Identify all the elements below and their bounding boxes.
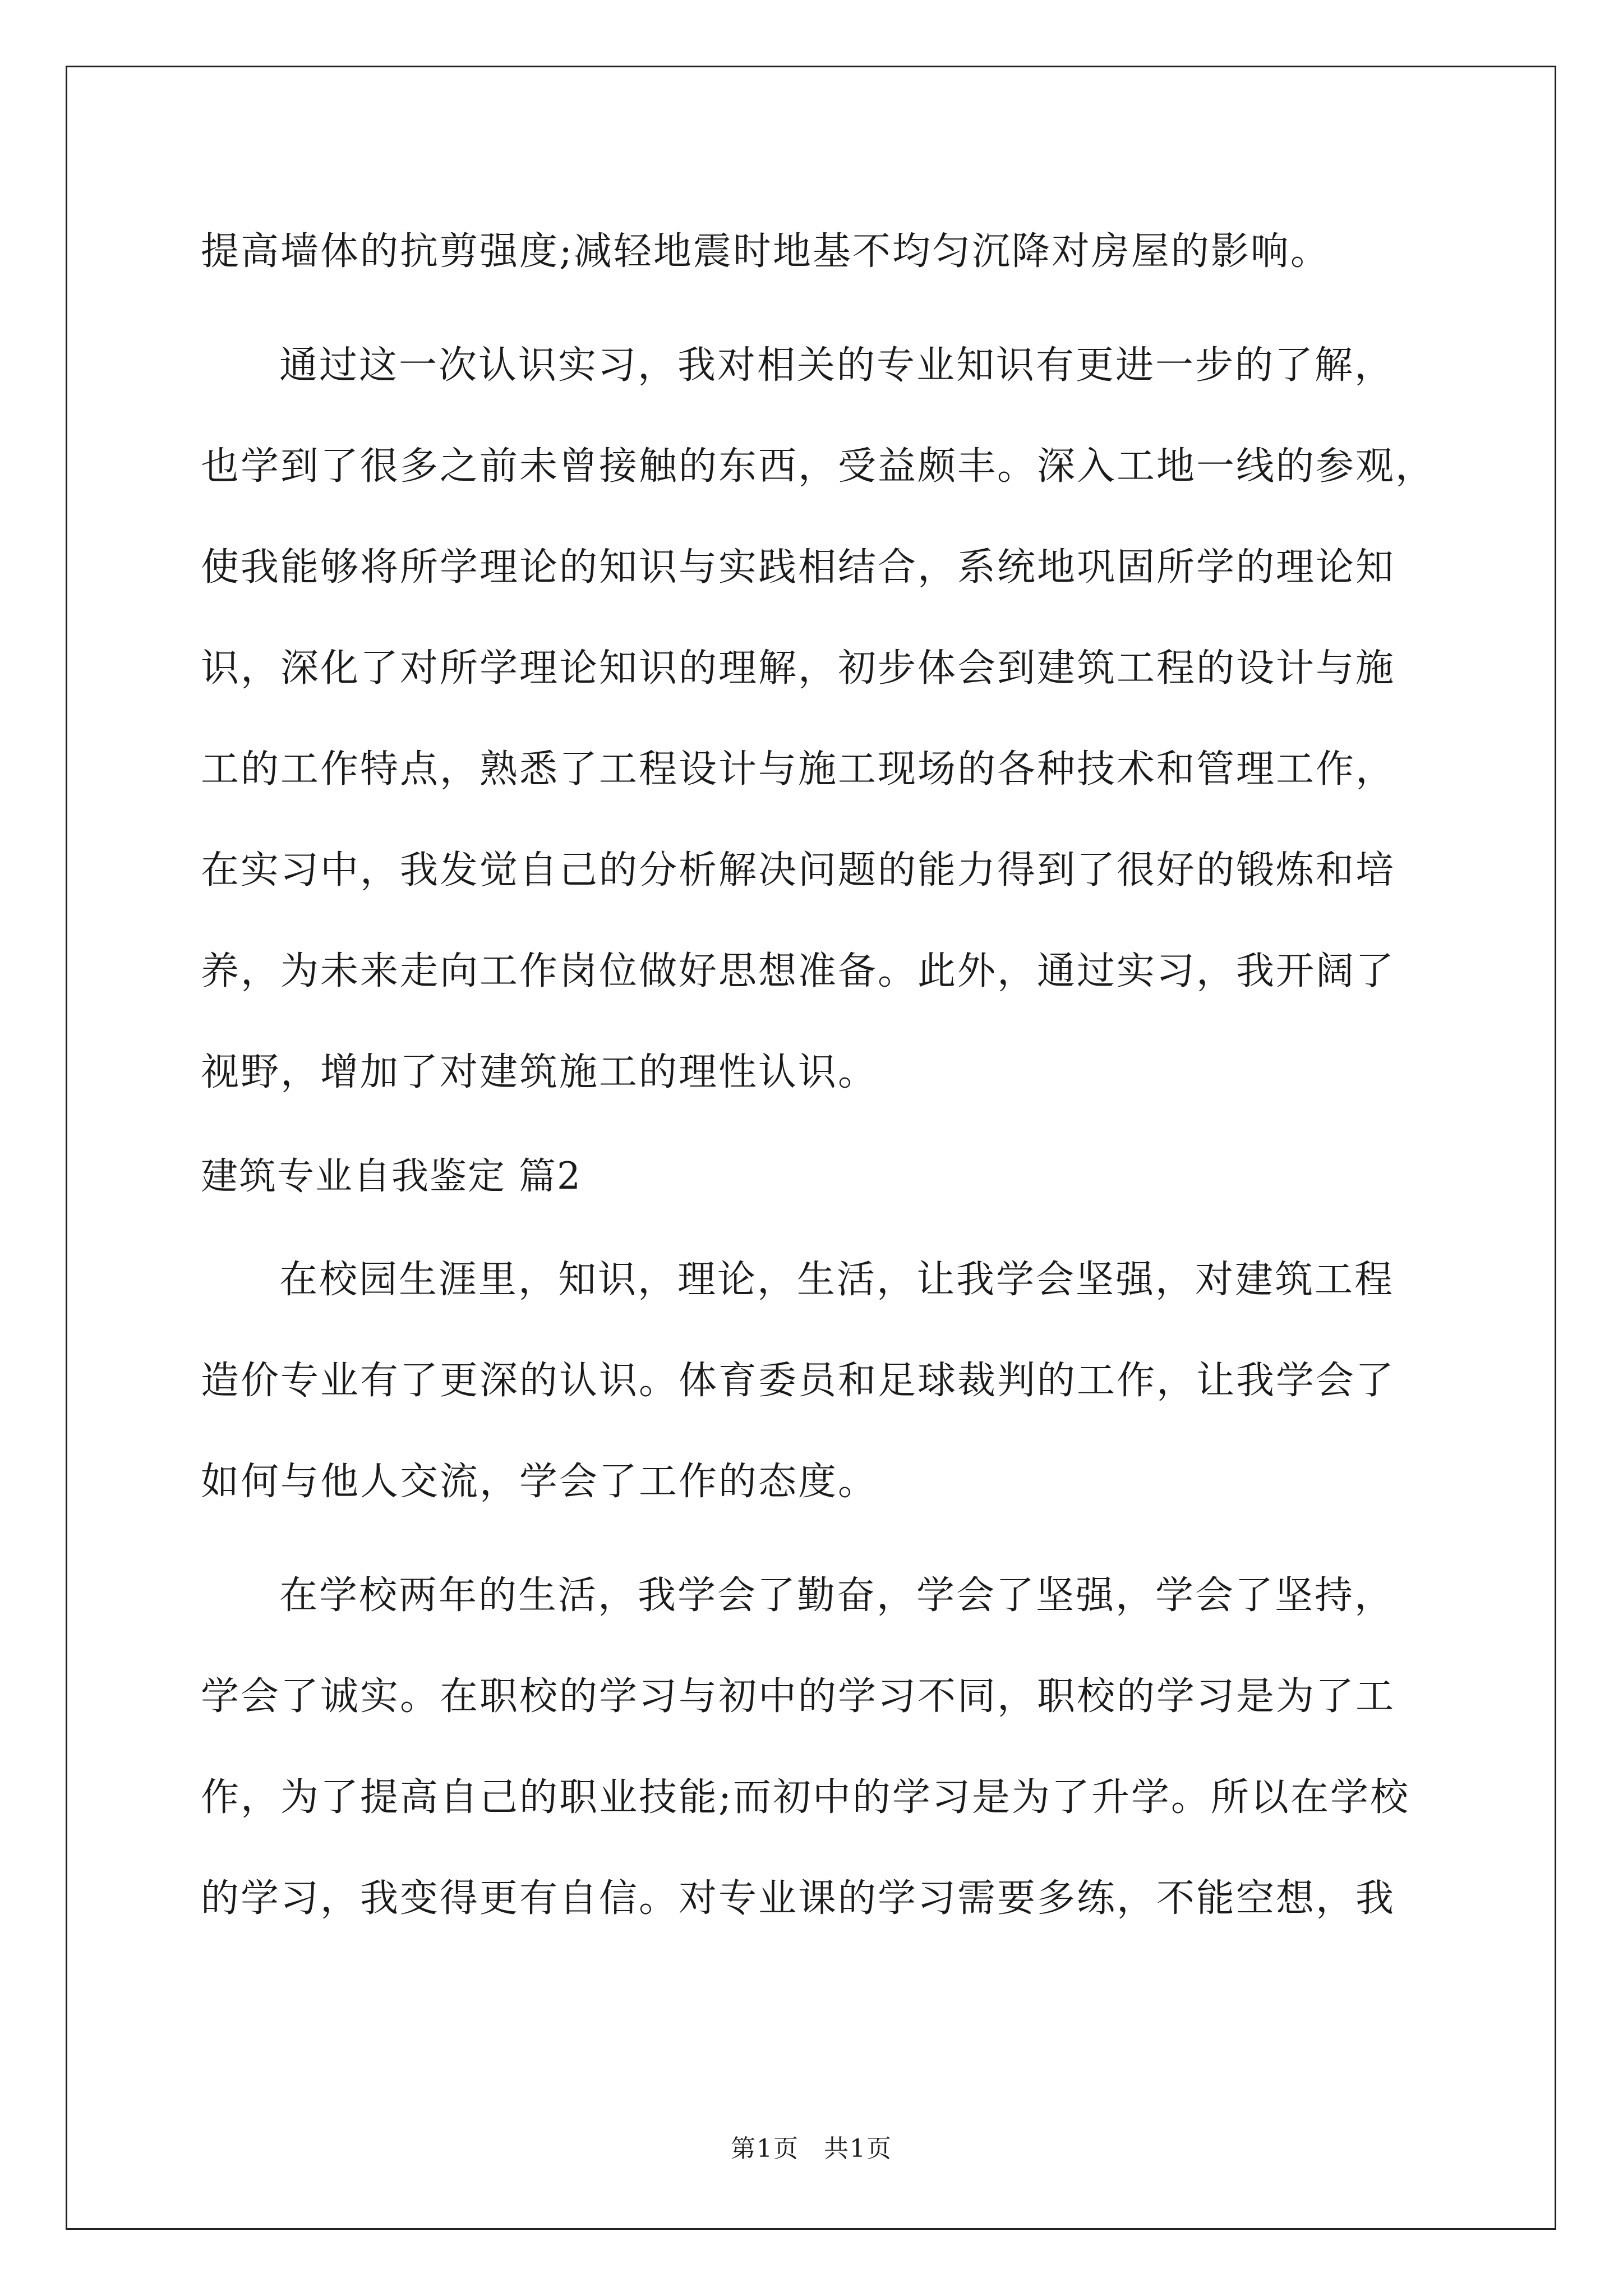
page-total: 共1页 [824,2134,892,2163]
text-line: 作，为了提高自己的职业技能;而初中的学习是为了升学。所以在学校 [201,1775,1410,1820]
page-footer [0,2134,1623,2164]
text-line: 学会了诚实。在职校的学习与初中的学习不同，职校的学习是为了工 [201,1674,1396,1719]
text-line: 使我能够将所学理论的知识与实践相结合，系统地巩固所学的理论知 [201,545,1396,590]
text-line: 造价专业有了更深的认识。体育委员和足球裁判的工作，让我学会了 [201,1359,1396,1403]
text-line: 如何与他人交流，学会了工作的态度。 [201,1460,878,1504]
page-number: 第1页 [731,2134,799,2163]
text-line: 视野，增加了对建筑施工的理性认识。 [201,1050,878,1094]
text-line: 的学习，我变得更有自信。对专业课的学习需要多练，不能空想，我 [201,1876,1396,1921]
paragraph-start: 通过这一次认识实习，我对相关的专业知识有更进一步的了解， [279,343,1395,388]
text-line: 工的工作特点，熟悉了工程设计与施工现场的各种技术和管理工作， [201,747,1396,792]
text-line: 识，深化了对所学理论知识的理解，初步体会到建筑工程的设计与施 [201,646,1396,691]
section-heading: 建筑专业自我鉴定 篇2 [201,1154,582,1198]
paragraph-start: 在校园生涯里，知识，理论，生活，让我学会坚强，对建筑工程 [279,1258,1395,1302]
text-line: 也学到了很多之前未曾接触的东西，受益颇丰。深入工地一线的参观， [201,444,1436,489]
text-line: 养，为未来走向工作岗位做好思想准备。此外，通过实习，我开阔了 [201,949,1396,993]
text-line: 提高墙体的抗剪强度;减轻地震时地基不均匀沉降对房屋的影响。 [201,229,1330,274]
text-line: 在实习中，我发觉自己的分析解决问题的能力得到了很好的锻炼和培 [201,848,1396,892]
paragraph-start: 在学校两年的生活，我学会了勤奋，学会了坚强，学会了坚持， [279,1573,1395,1618]
